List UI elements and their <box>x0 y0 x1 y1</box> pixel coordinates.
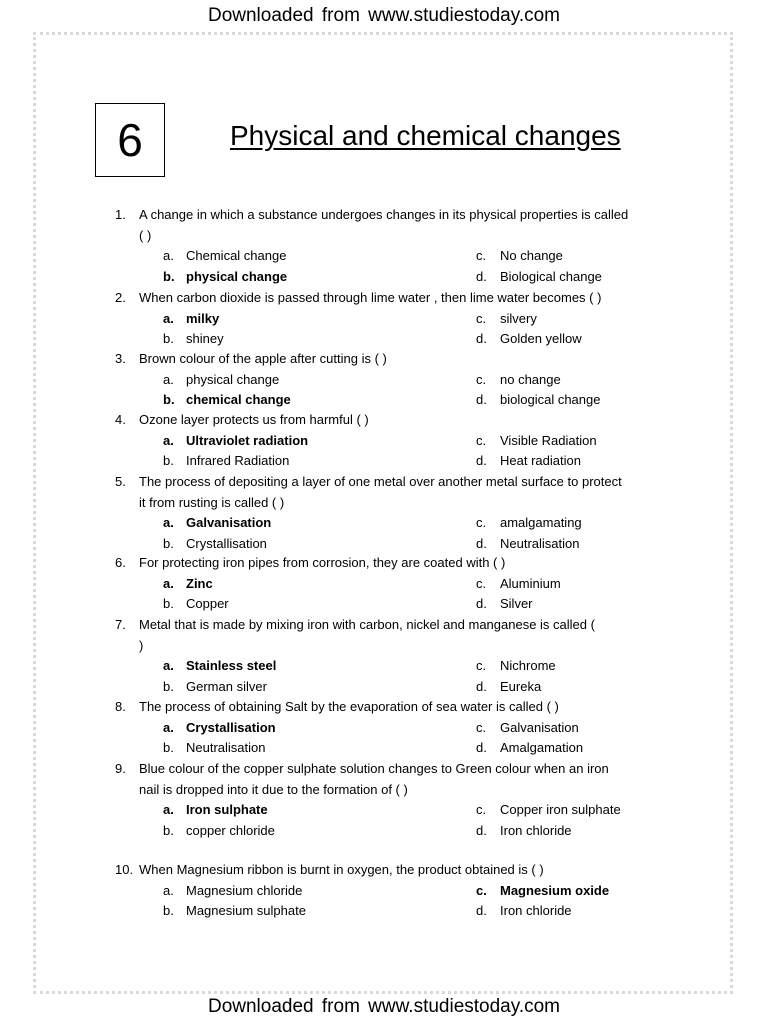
answer-option: Copper <box>186 596 229 611</box>
question-number: 9. <box>115 761 126 776</box>
answer-option: biological change <box>500 392 601 407</box>
answer-option: No change <box>500 248 563 263</box>
question-number: 3. <box>115 351 126 366</box>
answer-option: Eureka <box>500 678 542 694</box>
answer-option: Crystallisation <box>186 535 267 551</box>
option-letter: d. <box>476 678 487 694</box>
question-number: 4. <box>115 412 126 427</box>
answer-option: shiney <box>186 331 224 346</box>
option-letter: a. <box>163 432 174 448</box>
answer-option: copper chloride <box>186 822 275 838</box>
option-letter: a. <box>163 882 174 898</box>
question-text: Brown colour of the apple after cutting is ( ) <box>139 351 387 366</box>
correct-answer-option: Ultraviolet radiation <box>186 432 309 448</box>
option-letter: c. <box>476 802 487 817</box>
option-letter: d. <box>476 392 487 407</box>
answer-option: Heat radiation <box>500 453 581 468</box>
answer-option: Visible Radiation <box>500 432 597 448</box>
download-banner-top: Downloaded from www.studiestoday.com <box>207 5 561 26</box>
answer-option: Magnesium chloride <box>186 882 303 898</box>
answer-option: Iron chloride <box>500 822 572 838</box>
option-letter: b. <box>163 392 175 407</box>
option-letter: c. <box>476 515 487 530</box>
option-letter: a. <box>163 802 174 817</box>
option-letter: a. <box>163 515 174 530</box>
question-text: The process of depositing a layer of one metal over another metal surface to protect <box>139 474 622 489</box>
answer-option: physical change <box>186 371 280 387</box>
option-letter: a. <box>163 658 174 673</box>
question-text: nail is dropped into it due to the formation of ( ) <box>139 781 408 797</box>
answer-option: no change <box>500 371 561 387</box>
option-letter: b. <box>163 453 174 468</box>
answer-option: Galvanisation <box>500 719 579 735</box>
question-number: 10. <box>115 862 134 877</box>
correct-answer-option: Zinc <box>186 575 213 591</box>
question-text: When Magnesium ribbon is burnt in oxygen, the product obtained is ( ) <box>139 862 544 877</box>
option-letter: a. <box>163 719 174 735</box>
answer-option: Amalgamation <box>500 740 584 755</box>
correct-answer-option: chemical change <box>186 392 291 407</box>
question-number: 5. <box>115 474 126 489</box>
option-letter: a. <box>163 371 174 387</box>
option-letter: b. <box>163 740 174 755</box>
question-number: 8. <box>115 699 126 714</box>
question-text: When carbon dioxide is passed through lime water , then lime water becomes ( ) <box>139 290 602 305</box>
answer-option: Neutralisation <box>500 535 580 551</box>
option-letter: a. <box>163 248 174 263</box>
question-text: The process of obtaining Salt by the evaporation of sea water is called ( ) <box>139 699 559 714</box>
option-letter: c. <box>476 658 487 673</box>
option-letter: c. <box>476 432 487 448</box>
question-text: ) <box>139 637 144 653</box>
correct-answer-option: Iron sulphate <box>186 802 268 817</box>
option-letter: b. <box>163 678 174 694</box>
option-letter: c. <box>476 575 487 591</box>
option-letter: d. <box>476 740 487 755</box>
option-letter: c. <box>476 248 487 263</box>
option-letter: b. <box>163 268 175 284</box>
question-text: Blue colour of the copper sulphate solution changes to Green colour when an iron <box>139 761 609 776</box>
question-text: Ozone layer protects us from harmful ( ) <box>139 412 369 427</box>
option-letter: c. <box>476 310 487 326</box>
option-letter: b. <box>163 596 174 611</box>
correct-answer-option: physical change <box>186 268 288 284</box>
answer-option: Copper iron sulphate <box>500 802 621 817</box>
answer-option: Neutralisation <box>186 740 266 755</box>
option-letter: d. <box>476 453 487 468</box>
answer-option: Magnesium sulphate <box>186 903 306 918</box>
answer-option: Nichrome <box>500 658 556 673</box>
option-letter: b. <box>163 903 174 918</box>
question-text: For protecting iron pipes from corrosion, they are coated with ( ) <box>139 555 506 570</box>
question-text: Metal that is made by mixing iron with carbon, nickel and manganese is called ( <box>139 617 595 632</box>
correct-answer-option: milky <box>186 310 220 326</box>
question-number: 6. <box>115 555 126 570</box>
question-text: it from rusting is called ( ) <box>139 494 285 510</box>
option-letter: d. <box>476 903 487 918</box>
question-number: 7. <box>115 617 126 632</box>
answer-option: Aluminium <box>500 575 561 591</box>
option-letter: b. <box>163 822 174 838</box>
answer-option: Golden yellow <box>500 331 582 346</box>
answer-option: Iron chloride <box>500 903 572 918</box>
answer-option: amalgamating <box>500 515 582 530</box>
answer-option: Infrared Radiation <box>186 453 290 468</box>
option-letter: d. <box>476 331 487 346</box>
question-number: 1. <box>115 207 126 222</box>
chapter-title: Physical and chemical changes <box>230 120 621 151</box>
question-text: A change in which a substance undergoes changes in its physical properties is called <box>139 207 629 222</box>
correct-answer-option: Stainless steel <box>186 658 277 673</box>
download-banner-bottom: Downloaded from www.studiestoday.com <box>207 996 561 1017</box>
answer-option: German silver <box>186 678 267 694</box>
question-text: ( ) <box>139 227 152 243</box>
correct-answer-option: Magnesium oxide <box>500 882 610 898</box>
answer-option: Chemical change <box>186 248 287 263</box>
option-letter: b. <box>163 331 174 346</box>
option-letter: c. <box>476 371 487 387</box>
option-letter: d. <box>476 596 487 611</box>
option-letter: d. <box>476 822 487 838</box>
option-letter: a. <box>163 575 174 591</box>
option-letter: d. <box>476 535 487 551</box>
correct-answer-option: Crystallisation <box>186 719 276 735</box>
answer-option: Silver <box>500 596 533 611</box>
option-letter: b. <box>163 535 174 551</box>
option-letter: d. <box>476 268 487 284</box>
option-letter: c. <box>476 719 487 735</box>
correct-answer-option: Galvanisation <box>186 515 272 530</box>
answer-option: Biological change <box>500 268 602 284</box>
option-letter: a. <box>163 310 174 326</box>
option-letter: c. <box>476 882 487 898</box>
question-number: 2. <box>115 290 126 305</box>
answer-option: silvery <box>500 310 537 326</box>
chapter-number: 6 <box>95 103 165 177</box>
